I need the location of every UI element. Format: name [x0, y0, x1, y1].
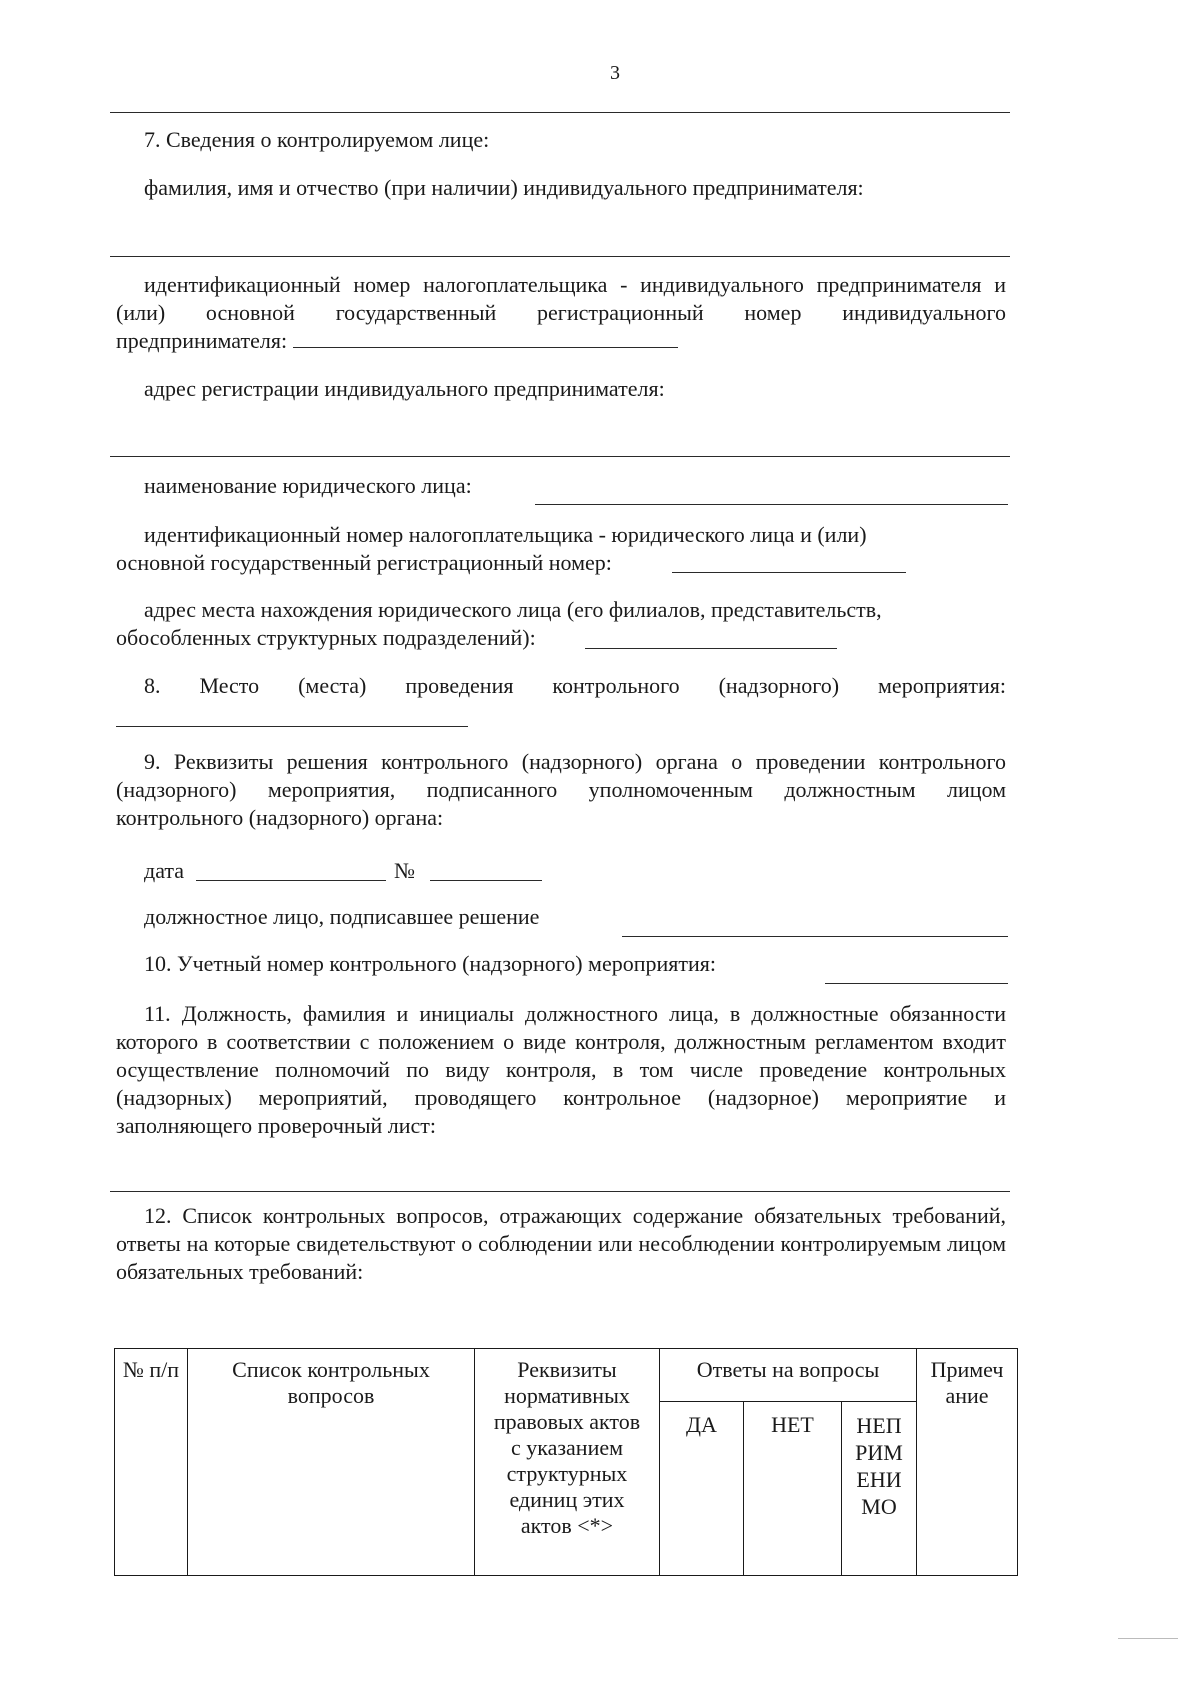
header-answers-cell	[660, 1349, 917, 1402]
header-yes-cell	[660, 1402, 744, 1576]
record-number-field-line[interactable]	[825, 983, 1008, 984]
section-9-text: 9. Реквизиты решения контрольного (надзорного) органа о проведении контрольного (надзорного) мероприятия, подписанного уполномоченным должностным лицом контрольного (надзорного) органа:	[116, 749, 1006, 830]
decision-official-field-line[interactable]	[622, 936, 1008, 937]
section-12-text: 12. Список контрольных вопросов, отражающих содержание обязательных требований, ответы на которые свидетельствуют о соблюдении или несоблюдении контролируемым лицом обязательных требований:	[116, 1203, 1006, 1284]
header-not-applicable: НЕП РИМ ЕНИ МО	[855, 1413, 903, 1519]
page-number: 3	[610, 62, 620, 84]
scan-mark	[1118, 1638, 1178, 1639]
place-field-line[interactable]	[116, 726, 468, 727]
header-note: Примеч ание	[930, 1357, 1004, 1408]
checklist-table	[114, 1348, 1018, 1576]
org-address-line-1: адрес места нахождения юридического лица (его филиалов, представительств,	[144, 597, 882, 622]
org-inn-line-1: идентификационный номер налогоплательщика - юридического лица и (или)	[144, 522, 867, 547]
header-note-cell	[917, 1349, 1018, 1576]
decision-number-field-line[interactable]	[430, 880, 542, 881]
org-inn-field-line[interactable]	[672, 572, 906, 573]
section-11-text: 11. Должность, фамилия и инициалы должностного лица, в должностные обязанности которого в соответствии с положением о виде контроля, должностным регламентом входит осуществление полномочий по виду контроля, в том числе проведение контрольных (надзорных) мероприятий, проводящего контрольное (надзорное) мероприятие и заполняющего проверочный лист:	[116, 1001, 1006, 1138]
org-address-line-2: обособленных структурных подразделений):	[116, 625, 536, 650]
ip-inn-text	[116, 271, 1006, 355]
org-inn-line-2: основной государственный регистрационный номер:	[116, 550, 612, 575]
ip-inn-field-line[interactable]	[293, 329, 678, 348]
header-number: № п/п	[122, 1357, 180, 1382]
header-questions-cell	[188, 1349, 475, 1576]
ip-address-field-line[interactable]	[110, 456, 1010, 457]
inspector-field-line[interactable]	[110, 1191, 1010, 1192]
decision-date-field-line[interactable]	[196, 880, 386, 881]
header-rule	[110, 112, 1010, 113]
decision-number-label: №	[394, 858, 415, 883]
ip-name-field-line[interactable]	[110, 256, 1010, 257]
section-8-text: 8. Место (места) проведения контрольного (надзорного) мероприятия:	[144, 673, 1006, 698]
header-answers: Ответы на вопросы	[696, 1357, 880, 1382]
org-address-field-line[interactable]	[585, 648, 837, 649]
ip-inn-label: идентификационный номер налогоплательщика - индивидуального предпринимателя и (или) основной государственный регистрационный номер индивидуального предпринимателя:	[116, 272, 1006, 353]
header-questions: Список контрольных вопросов	[232, 1357, 430, 1408]
header-no-cell	[744, 1402, 842, 1576]
header-requisites: Реквизиты нормативных правовых актов с указанием структурных единиц этих актов <*>	[493, 1357, 641, 1538]
ip-name-label: фамилия, имя и отчество (при наличии) индивидуального предпринимателя:	[144, 175, 864, 200]
header-yes: ДА	[686, 1412, 717, 1437]
ip-address-label: адрес регистрации индивидуального предпринимателя:	[144, 376, 665, 401]
section-7-heading: 7. Сведения о контролируемом лице:	[144, 127, 490, 152]
header-requisites-cell	[475, 1349, 660, 1576]
decision-official-label: должностное лицо, подписавшее решение	[144, 904, 540, 929]
header-number-cell	[115, 1349, 188, 1576]
section-10-text: 10. Учетный номер контрольного (надзорного) мероприятия:	[144, 951, 717, 976]
header-no: НЕТ	[771, 1412, 814, 1437]
header-not-applicable-cell	[842, 1402, 917, 1576]
org-name-label: наименование юридического лица:	[144, 473, 472, 498]
org-name-field-line[interactable]	[535, 504, 1008, 505]
decision-date-label: дата	[144, 858, 185, 883]
